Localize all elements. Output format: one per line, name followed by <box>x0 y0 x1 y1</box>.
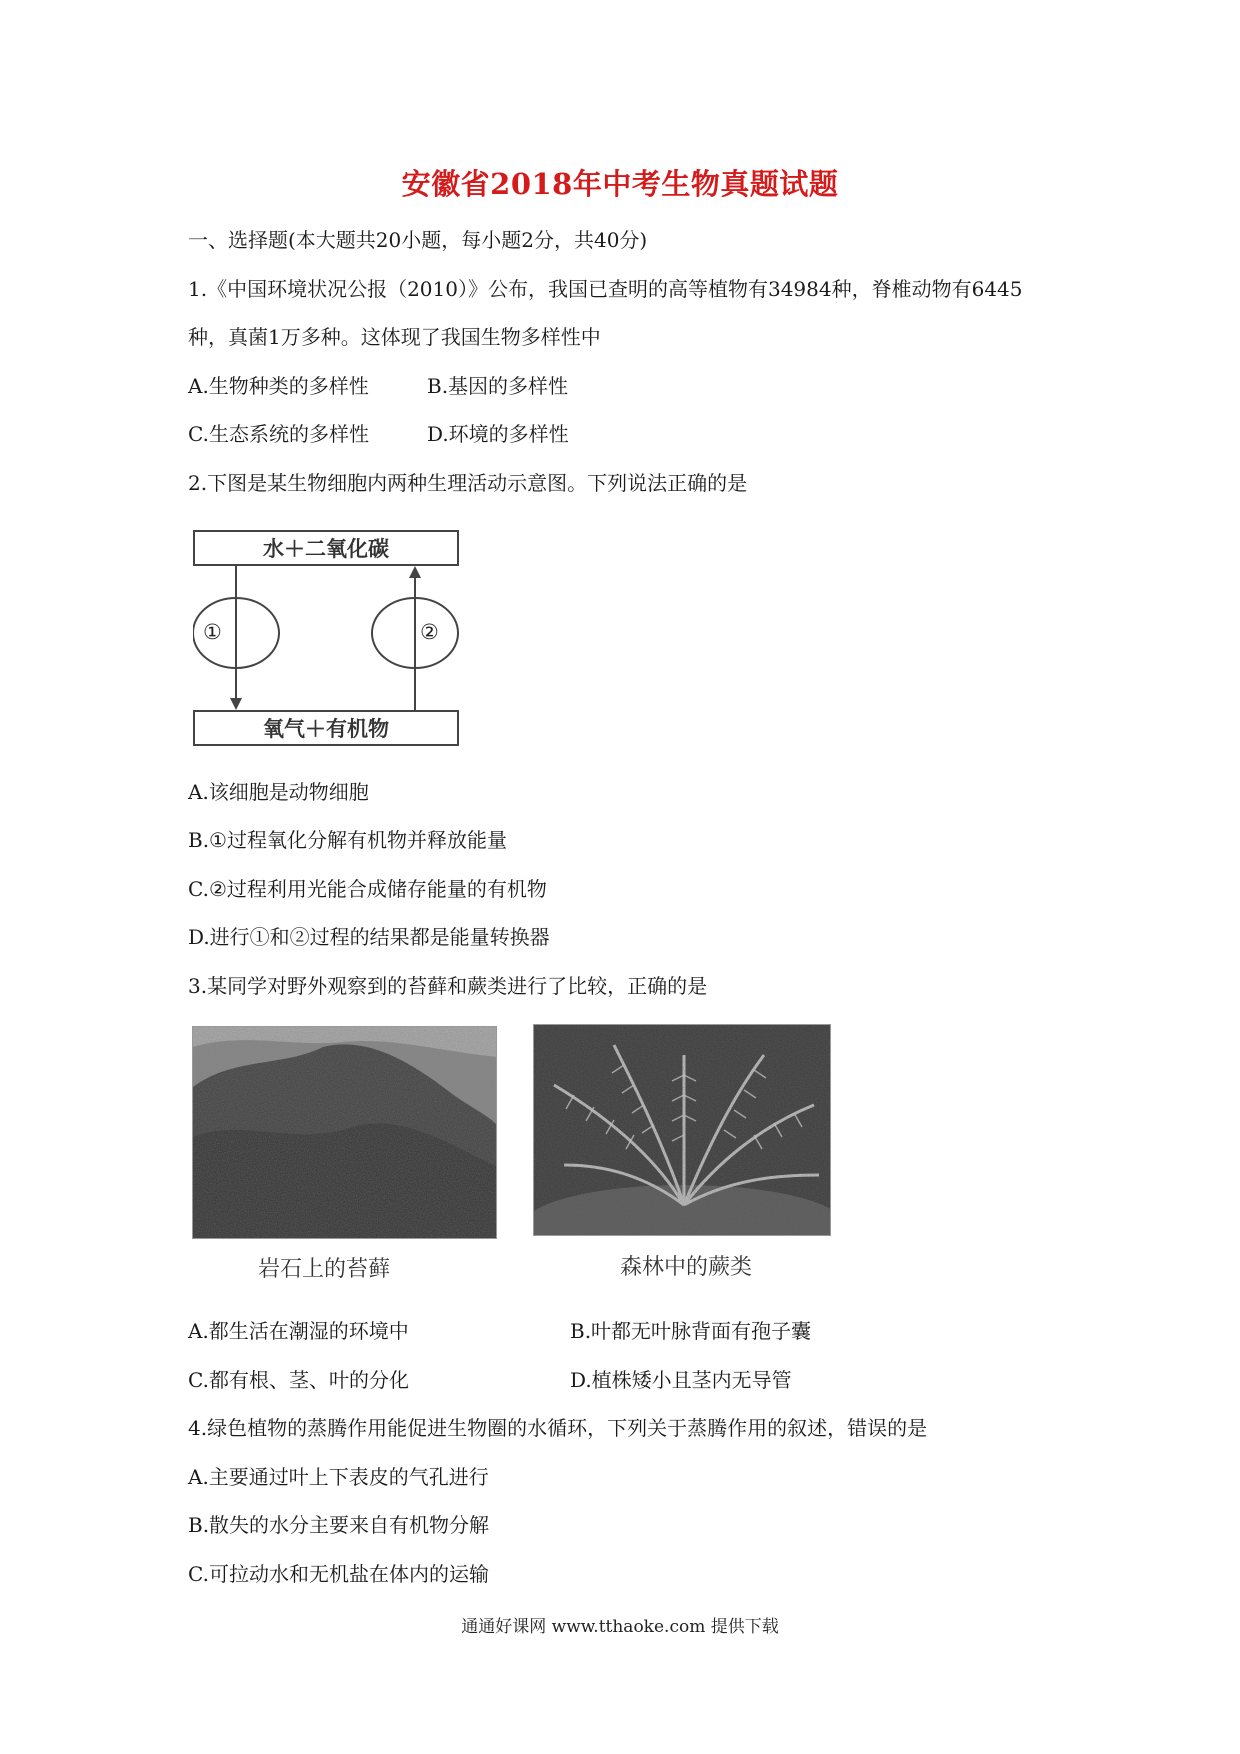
q3-option-a: A.都生活在潮湿的环境中 <box>188 1319 409 1343</box>
fern-in-forest-image <box>533 1024 831 1236</box>
q3-option-d: D.植株矮小且茎内无导管 <box>570 1368 792 1392</box>
moss-on-rock-image <box>192 1026 497 1239</box>
q1-stem-line1: 1.《中国环境状况公报（2010）》公布，我国已查明的高等植物有34984种，脊椎动物有6445 <box>188 277 1023 301</box>
fern-caption: 森林中的蕨类 <box>620 1255 753 1280</box>
q1-option-c: C.生态系统的多样性 <box>188 422 369 446</box>
q2-option-a: A.该细胞是动物细胞 <box>188 780 369 804</box>
section-heading: 一、选择题(本大题共20小题，每小题2分，共40分) <box>188 228 648 252</box>
diagram-bottom-box: 氧气＋有机物 <box>193 710 459 746</box>
q2-diagram <box>193 530 463 750</box>
page-footer: 通通好课网 www.tthaoke.com 提供下载 <box>461 1617 779 1637</box>
up-arrow-head <box>409 566 421 578</box>
q1-option-b: B.基因的多样性 <box>427 374 569 398</box>
q3-option-b: B.叶都无叶脉背面有孢子囊 <box>570 1319 812 1343</box>
diagram-label-1: ① <box>203 620 222 644</box>
q2-option-d: D.进行①和②过程的结果都是能量转换器 <box>188 925 550 949</box>
q1-option-a: A.生物种类的多样性 <box>188 374 369 398</box>
q2-option-c: C.②过程利用光能合成储存能量的有机物 <box>188 877 547 901</box>
fern-photo-art <box>534 1025 831 1236</box>
moss-photo-art <box>193 1027 497 1239</box>
q4-option-c: C.可拉动水和无机盐在体内的运输 <box>188 1562 489 1586</box>
q1-stem-line2: 种，真菌1万多种。这体现了我国生物多样性中 <box>188 325 601 349</box>
diagram-top-box: 水＋二氧化碳 <box>193 530 459 566</box>
q2-stem: 2.下图是某生物细胞内两种生理活动示意图。下列说法正确的是 <box>188 471 748 495</box>
q4-option-a: A.主要通过叶上下表皮的气孔进行 <box>188 1465 489 1489</box>
q1-option-d: D.环境的多样性 <box>427 422 569 446</box>
page-title: 安徽省2018年中考生物真题试题 <box>401 167 839 201</box>
q4-option-b: B.散失的水分主要来自有机物分解 <box>188 1513 490 1537</box>
q2-option-b: B.①过程氧化分解有机物并释放能量 <box>188 828 507 852</box>
down-arrow-head <box>230 698 242 710</box>
moss-caption: 岩石上的苔藓 <box>258 1257 391 1282</box>
q3-option-c: C.都有根、茎、叶的分化 <box>188 1368 409 1392</box>
q3-stem: 3.某同学对野外观察到的苔藓和蕨类进行了比较，正确的是 <box>188 974 708 998</box>
diagram-label-2: ② <box>420 620 439 644</box>
q4-stem: 4.绿色植物的蒸腾作用能促进生物圈的水循环，下列关于蒸腾作用的叙述，错误的是 <box>188 1416 928 1440</box>
